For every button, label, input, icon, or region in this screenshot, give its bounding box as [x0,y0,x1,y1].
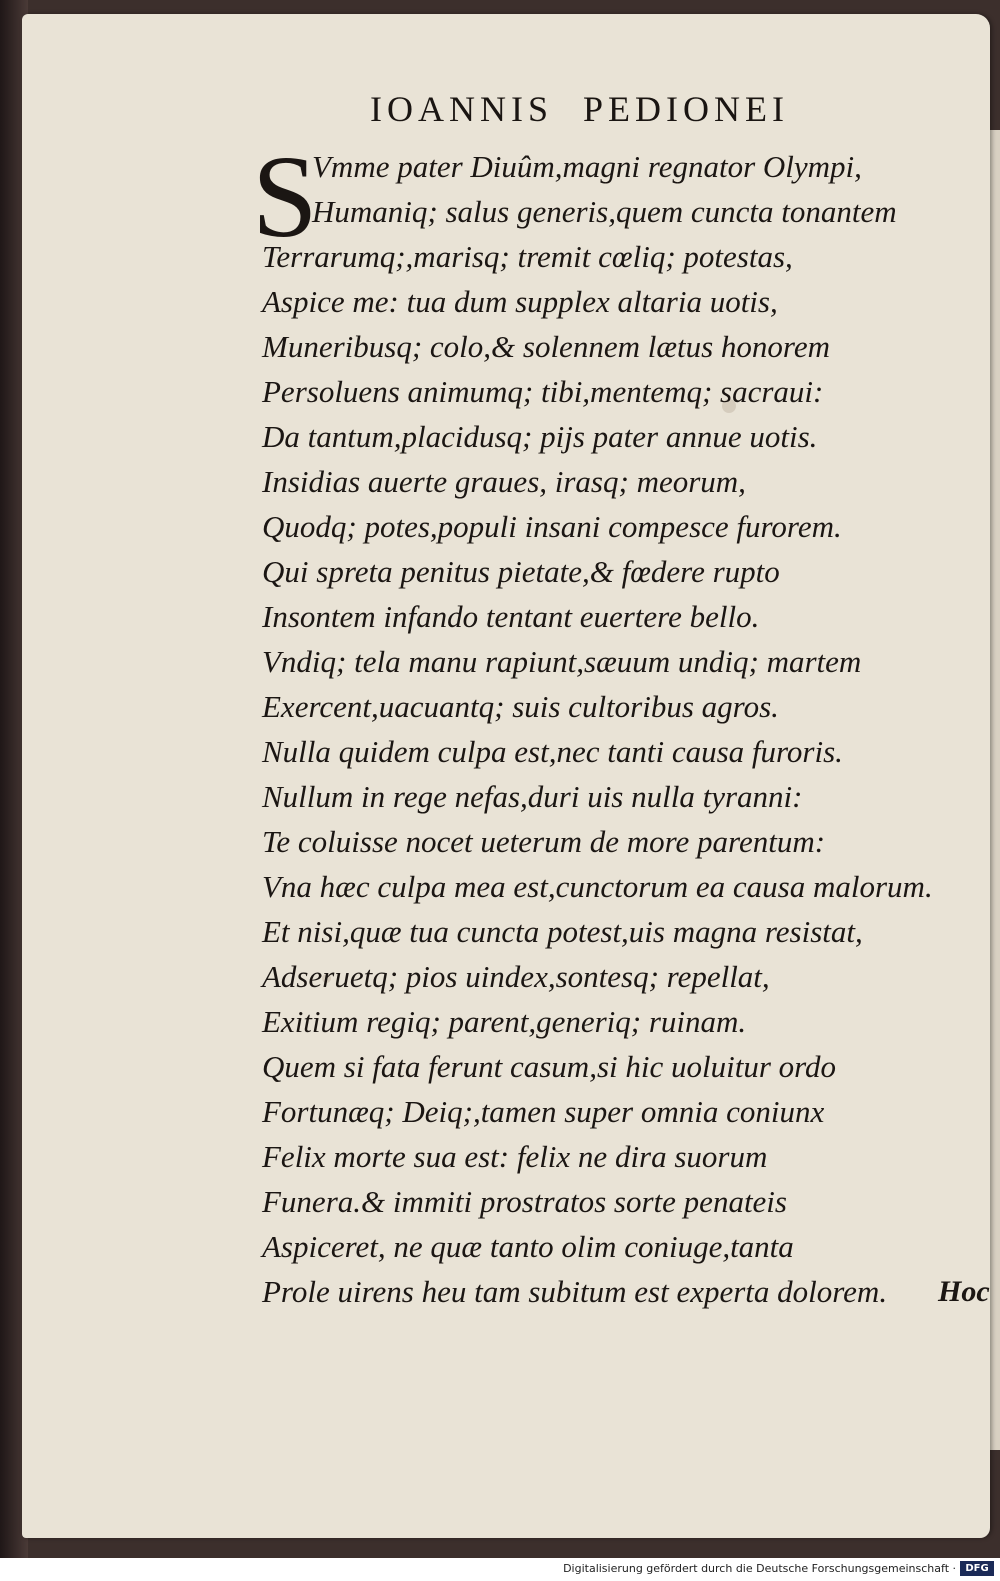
verse-line: Nullum in rege nefas,duri uis nulla tyranni: [262,779,803,814]
verse-line: Fortunæq; Deiq;,tamen super omnia coniunx [262,1094,825,1129]
running-head [370,88,840,130]
verse-line: Muneribusq; colo,& solennem lætus honorem [262,329,830,364]
verse-line: Felix morte sua est: felix ne dira suorum [262,1139,768,1174]
verse-line: Vna hæc culpa mea est,cunctorum ea causa malorum. [262,869,933,904]
verse-line: Quem si fata ferunt casum,si hic uoluitur ordo [262,1049,837,1084]
verse-line: Humaniq; salus generis,quem cuncta tonantem [312,194,897,229]
verse-line: Te coluisse nocet ueterum de more parentum: [262,824,826,859]
verse-line: Exercent,uacuantq; suis cultoribus agros. [262,689,779,724]
verse-line: Exitium regiq; parent,generiq; ruinam. [262,1004,747,1039]
verse-line: Aspice me: tua dum supplex altaria uotis, [262,284,778,319]
verse-line: Aspiceret, ne quæ tanto olim coniuge,tanta [262,1229,794,1264]
verse-line: Insontem infando tentant euertere bello. [262,599,760,634]
verse-line: Prole uirens heu tam subitum est experta dolorem. [262,1274,888,1309]
verse-line: Vmme pater Diuûm,magni regnator Olympi, [312,149,862,184]
verse-line: Da tantum,placidusq; pijs pater annue uotis. [262,419,818,454]
verse-line: Adseruetq; pios uindex,sontesq; repellat, [262,959,770,994]
verse-line: Et nisi,quæ tua cuncta potest,uis magna resistat, [262,914,863,949]
dfg-logo-icon: DFG [960,1561,994,1576]
verse-line: Persoluens animumq; tibi,mentemq; sacraui: [262,374,824,409]
verse-line: Qui spreta penitus pietate,& fœdere rupto [262,554,780,589]
digitization-footer [0,1558,1000,1581]
catchword: Hoc [938,1275,990,1308]
verse-line: Quodq; potes,populi insani compesce furorem. [262,509,842,544]
running-head-word: IOANNIS [370,89,553,129]
verse-line: Nulla quidem culpa est,nec tanti causa furoris. [262,734,843,769]
verse-line: Terrarumq;,marisq; tremit cœliq; potestas, [262,239,793,274]
footer-credit: Digitalisierung gefördert durch die Deutsche Forschungsgemeinschaft · [563,1562,956,1575]
verse-block [262,144,952,1314]
verse-line: Vndiq; tela manu rapiunt,sæuum undiq; martem [262,644,862,679]
drop-cap: S [252,131,318,262]
running-head-word: PEDIONEI [583,89,789,129]
verse-line: Funera.& immiti prostratos sorte penateis [262,1184,787,1219]
verse-line: Insidias auerte graues, irasq; meorum, [262,464,746,499]
